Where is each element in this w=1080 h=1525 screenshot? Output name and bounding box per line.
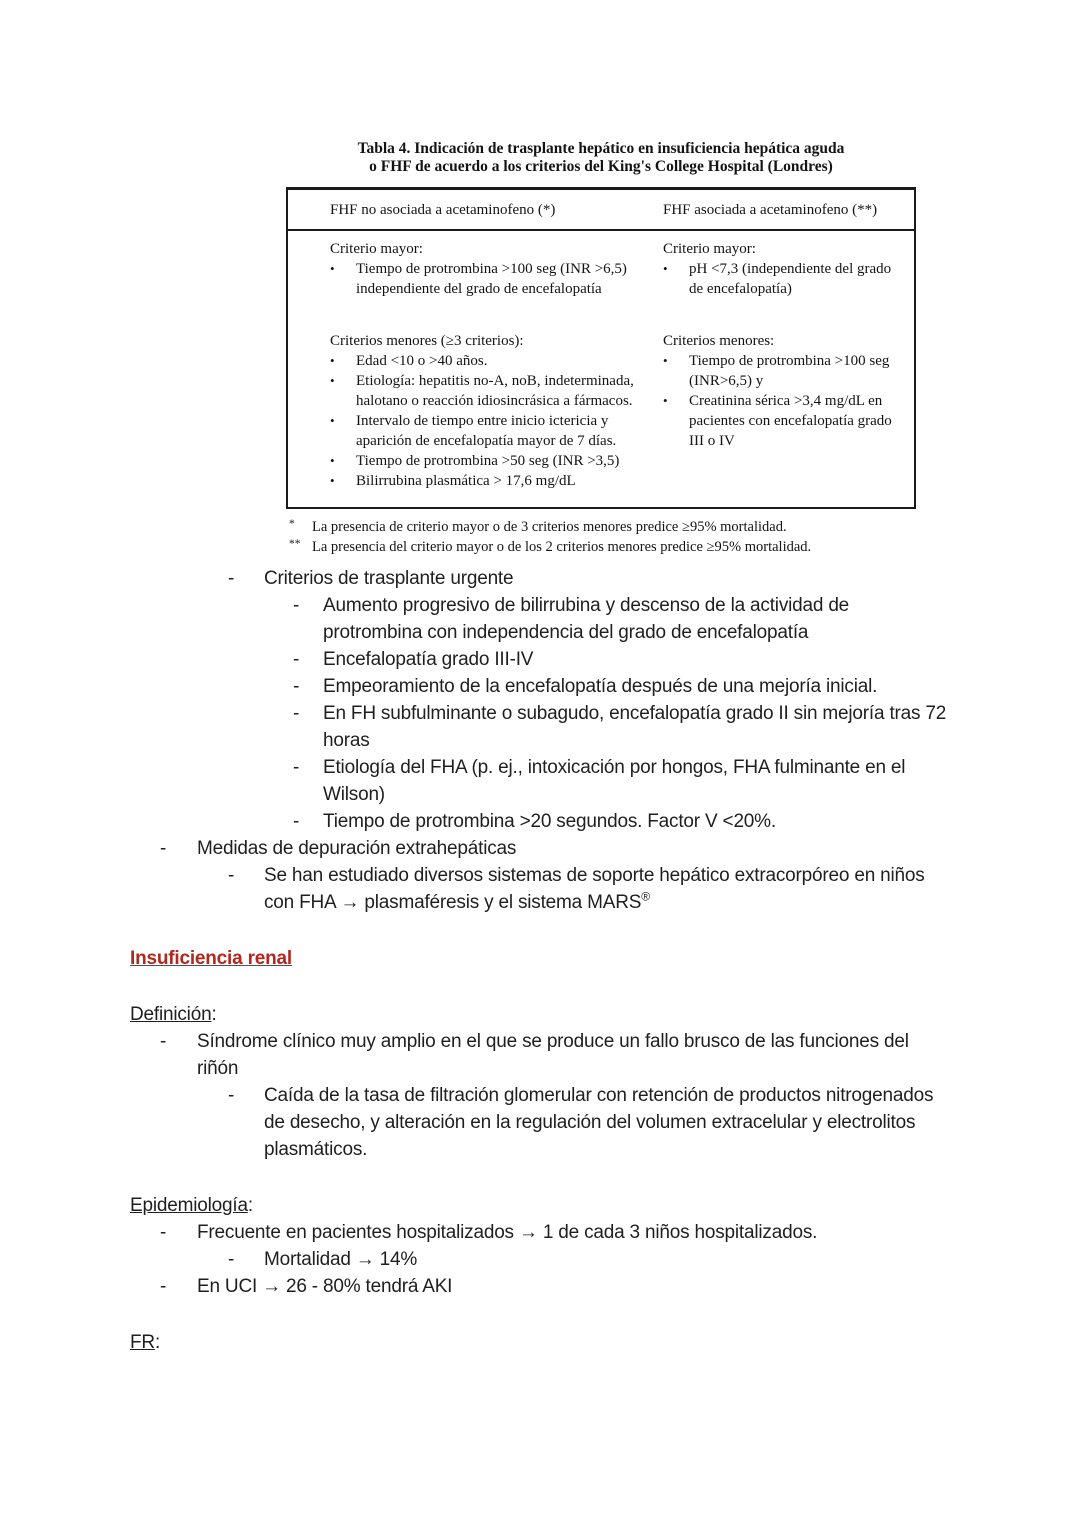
note-text: Síndrome clínico muy amplio en el que se produce un fallo brusco de las funciones del riñón: [197, 1031, 909, 1079]
dash-icon: [228, 1246, 264, 1273]
bullet-text: Edad <10 o >40 años.: [356, 353, 488, 369]
dash-icon: [293, 673, 323, 700]
subheading-text: Epidemiología: [130, 1195, 248, 1216]
bullet-icon: [663, 391, 689, 451]
criteria-section-major: [330, 239, 643, 331]
table-body: [288, 231, 914, 507]
dash-icon: [293, 808, 323, 835]
subheading-text: FR: [130, 1332, 155, 1353]
note-item: [130, 1273, 950, 1300]
criteria-section-major: [663, 239, 906, 331]
section-label: Criterios menores (≥3 criterios):: [330, 333, 524, 349]
dash-icon: [160, 1273, 197, 1300]
column-header-left: FHF no asociada a acetaminofeno (*): [330, 202, 556, 218]
dash-icon: [160, 1219, 197, 1246]
figure-title-line2: o FHF de acuerdo a los criterios del King's College Hospital (Londres): [369, 158, 833, 175]
notes-list-definicion: [130, 1028, 950, 1163]
note-text: Tiempo de protrombina >20 segundos. Factor V <20%.: [323, 811, 776, 832]
note-text: En UCI → 26 - 80% tendrá AKI: [197, 1276, 453, 1297]
footnote: [287, 517, 916, 537]
note-text: Mortalidad → 14%: [264, 1249, 418, 1270]
column-right: [663, 239, 914, 491]
subheading-colon: :: [154, 1332, 161, 1353]
footnote-text: La presencia del criterio mayor o de los 2 criterios menores predice ≥95% mortalidad.: [312, 539, 812, 555]
section-heading-insuficiencia-renal: [130, 945, 950, 972]
bullet-icon: [330, 259, 356, 299]
bullet-item: [663, 351, 906, 391]
bullet-icon: [663, 351, 689, 391]
dash-icon: [228, 565, 264, 592]
figure-title-line1: Tabla 4. Indicación de trasplante hepático en insuficiencia hepática aguda: [357, 140, 845, 157]
subheading-colon: :: [211, 1004, 217, 1025]
bullet-item: [330, 259, 643, 299]
note-item: [130, 808, 950, 835]
bullet-icon: [330, 371, 356, 411]
note-item: [130, 565, 950, 592]
criteria-section-minor: [663, 331, 906, 451]
note-item: [130, 646, 950, 673]
note-text: Medidas de depuración extrahepáticas: [197, 838, 517, 859]
section-label: Criterios menores:: [663, 333, 775, 349]
footnote: [287, 537, 916, 557]
subheading-text: Definición: [130, 1004, 212, 1025]
bullet-item: [330, 351, 643, 371]
note-text: Aumento progresivo de bilirrubina y descenso de la actividad de protrombina con independencia del grado de encefalopatía: [323, 595, 850, 643]
note-text: Criterios de trasplante urgente: [264, 568, 514, 589]
table-footnotes: [287, 517, 916, 557]
note-item: [130, 700, 950, 754]
dash-icon: [228, 1082, 264, 1163]
note-item: [130, 1028, 950, 1082]
bullet-text: Tiempo de protrombina >100 seg (INR>6,5) y: [689, 353, 890, 389]
section-label: Criterio mayor:: [330, 241, 423, 257]
dash-icon: [293, 646, 323, 673]
criteria-table: [286, 187, 916, 509]
note-item: [130, 754, 950, 808]
bullet-icon: [330, 451, 356, 471]
bullet-item: [663, 391, 906, 451]
bullet-text: Tiempo de protrombina >50 seg (INR >3,5): [356, 453, 620, 469]
bullet-text: pH <7,3 (independiente del grado de encefalopatía): [689, 261, 892, 297]
dash-icon: [228, 862, 264, 916]
subheading-epidemiologia: [130, 1192, 950, 1219]
subheading-definicion: [130, 1001, 950, 1028]
footnote-marker: *: [289, 518, 295, 530]
dash-icon: [293, 700, 323, 754]
note-item: [130, 673, 950, 700]
registered-mark: ®: [641, 889, 650, 904]
notes-list-epidemiologia: [130, 1219, 950, 1300]
figure-title: [286, 140, 916, 176]
table-figure: [286, 140, 916, 557]
note-item: [130, 862, 950, 916]
dash-icon: [160, 1028, 197, 1082]
bullet-item: [330, 411, 643, 451]
note-text: Encefalopatía grado III-IV: [323, 649, 534, 670]
note-text: En FH subfulminante o subagudo, encefalopatía grado II sin mejoría tras 72 horas: [323, 703, 947, 751]
table-header-row: [288, 190, 914, 231]
bullet-text: Tiempo de protrombina >100 seg (INR >6,5) independiente del grado de encefalopatía: [356, 261, 627, 297]
bullet-text: Etiología: hepatitis no-A, noB, indeterminada, halotano o reacción idiosincrásica a fármacos.: [356, 373, 634, 409]
note-item: [130, 1246, 950, 1273]
note-text: Empeoramiento de la encefalopatía después de una mejoría inicial.: [323, 676, 878, 697]
dash-icon: [293, 754, 323, 808]
notes-list-transplant: [130, 565, 950, 916]
note-text: Caída de la tasa de filtración glomerular con retención de productos nitrogenados de desecho, y alteración en la regulación del volumen extracelular y electrolitos plasmáticos.: [264, 1085, 934, 1160]
note-text-main: Se han estudiado diversos sistemas de soporte hepático extracorpóreo en niños con FHA → plasmaféresis y el sistema MARS: [264, 865, 925, 913]
bullet-text: Creatinina sérica >3,4 mg/dL en pacientes con encefalopatía grado III o IV: [689, 393, 892, 449]
bullet-text: Intervalo de tiempo entre inicio ictericia y aparición de encefalopatía mayor de 7 días.: [356, 413, 617, 449]
bullet-icon: [330, 411, 356, 451]
note-text: [264, 862, 950, 916]
dash-icon: [293, 592, 323, 646]
dash-icon: [160, 835, 197, 862]
section-heading-text: Insuficiencia renal: [130, 948, 292, 969]
bullet-item: [330, 371, 643, 411]
bullet-item: [330, 451, 643, 471]
section-label: Criterio mayor:: [663, 241, 756, 257]
bullet-item: [663, 259, 906, 299]
bullet-icon: [330, 351, 356, 371]
bullet-icon: [663, 259, 689, 299]
criteria-section-minor: [330, 331, 643, 491]
note-item: [130, 1219, 950, 1246]
note-item: [130, 1082, 950, 1163]
column-left: [288, 239, 663, 491]
subheading-fr: [130, 1329, 950, 1356]
note-item: [130, 835, 950, 862]
note-text: Frecuente en pacientes hospitalizados → 1 de cada 3 niños hospitalizados.: [197, 1222, 818, 1243]
column-header-right: FHF asociada a acetaminofeno (**): [663, 202, 878, 218]
subheading-colon: :: [247, 1195, 253, 1216]
footnote-text: La presencia de criterio mayor o de 3 criterios menores predice ≥95% mortalidad.: [312, 519, 787, 535]
footnote-marker: **: [289, 538, 301, 550]
bullet-item: [330, 471, 643, 491]
bullet-icon: [330, 471, 356, 491]
note-item: [130, 592, 950, 646]
bullet-text: Bilirrubina plasmática > 17,6 mg/dL: [356, 473, 576, 489]
note-text: Etiología del FHA (p. ej., intoxicación por hongos, FHA fulminante en el Wilson): [323, 757, 906, 805]
